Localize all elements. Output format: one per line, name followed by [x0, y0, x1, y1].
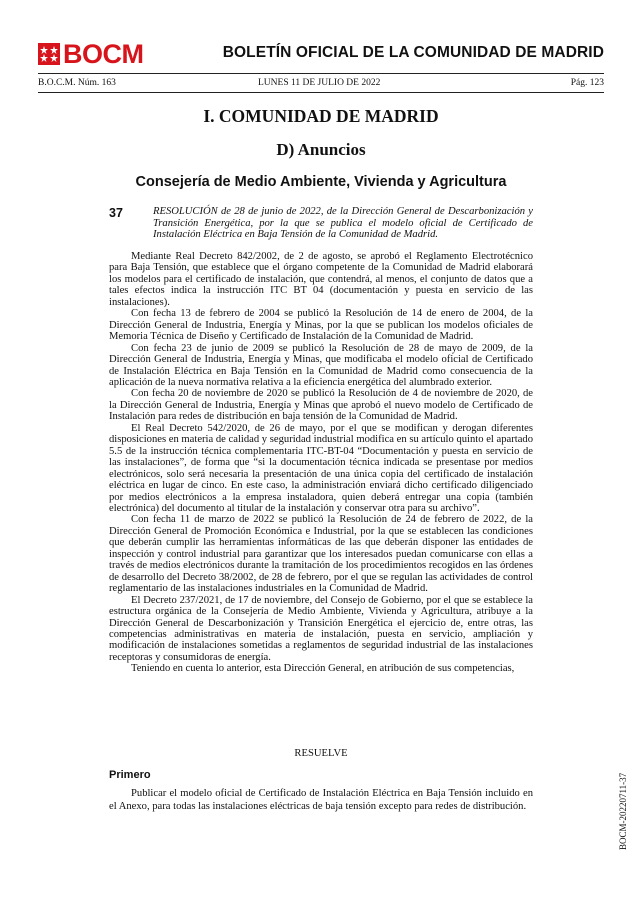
issue-date: LUNES 11 DE JULIO DE 2022: [258, 78, 381, 88]
paragraph: El Real Decreto 542/2020, de 26 de mayo, por el que se modifican y derogan diferentes disposiciones en materia de calidad y seguridad industrial modifica en su artículo quinto el apartado 5.5 de la instrucción técnica complementaria ITC-BT-04 “Documentación y puesta en servicio de las instalaciones”, de forma que “si la documentación técnica indicada se presentase por medios electrónicos, solo será necesaria la presentación de una única copia del certificado de instalación eléctrica en lugar de cinco. En este caso, la administración enviará dicho certificado diligenciado por medios electrónicos a la empresa instaladora, quien deberá entregar una copia (también electrónica) del documento al titular de la instalación y conservar otra para su archivo”.: [109, 422, 533, 514]
primero-text: Publicar el modelo oficial de Certificado de Instalación Eléctrica en Baja Tensión incluido en el Anexo, para todas las instalaciones eléctricas de baja tensión excepto para redes de distribución.: [109, 788, 533, 812]
logo-text: BOCM: [63, 39, 144, 69]
primero-heading: Primero: [109, 769, 151, 781]
subsection-heading: D) Anuncios: [276, 140, 366, 159]
header-rule: [38, 73, 604, 74]
bocm-logo: [38, 40, 144, 68]
resuelve-heading: RESUELVE: [294, 748, 348, 759]
paragraph: Mediante Real Decreto 842/2002, de 2 de agosto, se aprobó el Reglamento Electrotécnico para Baja Tensión, que establece que el órgano competente de la Comunidad de Madrid elaborará los modelos para el certificado de instalación, que contendrá, al menos, el conjunto de datos que a tales efectos indica la instrucción ITC BT 04 (documentación y puesta en servicio de las instalaciones).: [109, 251, 533, 308]
body-text: [109, 251, 533, 675]
page-number: Pág. 123: [570, 78, 604, 88]
masthead: [38, 38, 604, 72]
section-heading: I. COMUNIDAD DE MADRID: [203, 106, 439, 126]
running-header: [38, 78, 604, 90]
bulletin-title: BOLETÍN OFICIAL DE LA COMUNIDAD DE MADRID: [222, 44, 604, 61]
paragraph: Con fecha 23 de junio de 2009 se publicó la Resolución de 28 de mayo de 2009, de la Dirección General de Industria, Energía y Minas, que modificaba el modelo oficial de Certificado de Instalación Eléctrica en Baja Tensión en la Comunidad de Madrid como consecuencia de la aplicación de la nueva normativa relativa a la eficiencia energética del alumbrado exterior.: [109, 342, 533, 388]
running-header-rule: [38, 92, 604, 93]
paragraph: Con fecha 20 de noviembre de 2020 se publicó la Resolución de 4 de noviembre de 2020, de la Dirección General de Industria, Energía y Minas que aprobó el nuevo modelo de Certificado de Instalación para redes de distribución en baja tensión de la Comunidad de Madrid.: [109, 388, 533, 423]
paragraph: Con fecha 11 de marzo de 2022 se publicó la Resolución de 24 de febrero de 2022, de la Dirección General de Promoción Económica e Industrial, por la que se establecen las condiciones que deberán cumplir las herramientas informáticas de las que deberán disponer las entidades de inspección y control industrial para garantizar que los interesados puedan comunicarse con ellas a través de medios electrónicos durante la tramitación de los procedimientos recogidos en las órdenes de desarrollo del Decreto 38/2002, de 28 de febrero, por el que se regulan las actividades de control reglamentario de las instalaciones industriales en la Comunidad de Madrid.: [109, 514, 533, 595]
document-code: [618, 670, 628, 850]
paragraph: Con fecha 13 de febrero de 2004 se publicó la Resolución de 14 de enero de 2004, de la Dirección General de Industria, Energía y Minas, por la que se publican los modelos oficiales de Memoria Técnica de Diseño y Certificado de Instalación de la Comunidad de Madrid.: [109, 308, 533, 343]
entry-number: 37: [109, 206, 123, 220]
department-heading: Consejería de Medio Ambiente, Vivienda y Agricultura: [135, 174, 507, 190]
issue-number: B.O.C.M. Núm. 163: [38, 78, 116, 88]
paragraph: Teniendo en cuenta lo anterior, esta Dirección General, en atribución de sus competencias,: [131, 663, 515, 675]
madrid-stars-icon: [38, 43, 60, 65]
document-code-text: BOCM-20220711-37: [618, 772, 628, 850]
paragraph: El Decreto 237/2021, de 17 de noviembre, del Consejo de Gobierno, por el que se establece la estructura orgánica de la Consejería de Medio Ambiente, Vivienda y Agricultura, atribuye a la Dirección General de Descarbonización y Transición Energética el ejercicio de, entre otras, las competencias administrativas en materia de instalación, puesta en servicio, ampliación y modificación de instalaciones sometidas a reglamentos de seguridad industrial de las instalaciones receptoras y consumidoras de energía.: [109, 594, 533, 663]
resolution-summary: RESOLUCIÓN de 28 de junio de 2022, de la Dirección General de Descarbonización y Transición Energética, por la que se publica el modelo oficial de Certificado de Instalación Eléctrica en Baja Tensión de la Comunidad de Madrid.: [153, 206, 533, 241]
